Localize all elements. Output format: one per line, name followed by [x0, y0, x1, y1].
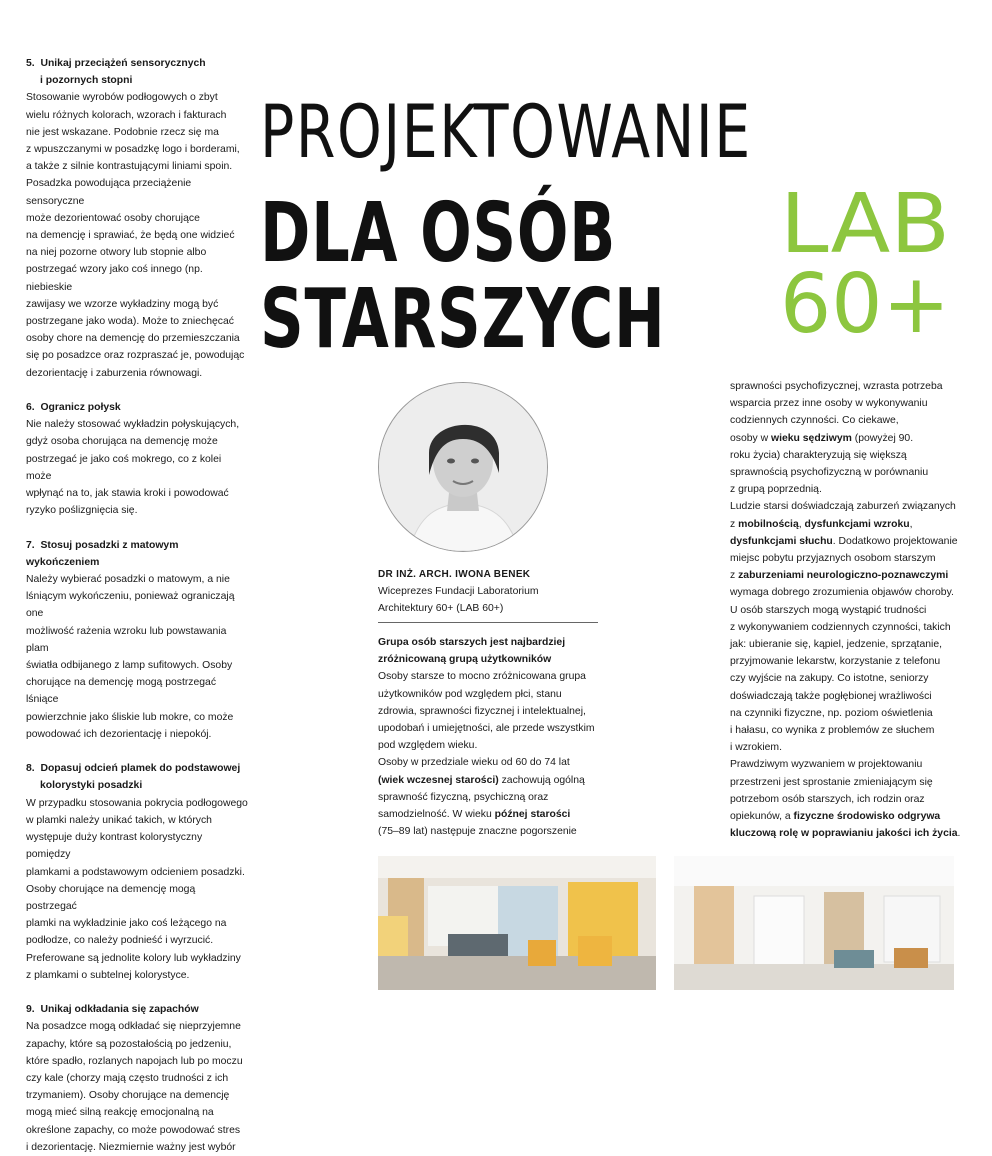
- body-line: występuje duży kontrast kolorystyczny pomiędzy: [26, 832, 203, 861]
- section-9-heading: 9. Unikaj odkładania się zapachów: [26, 1004, 199, 1016]
- body-line: dezorientację i zaburzenia równowagi.: [26, 367, 203, 379]
- section-8-heading: 8. Dopasuj odcień plamek do podstawowej: [26, 763, 241, 775]
- body-line: plamki na wykładzinie jako coś leżącego na: [26, 918, 227, 930]
- right-line: codziennych czynności. Co ciekawe,: [730, 415, 899, 427]
- interior-photo-lounge: [378, 856, 656, 990]
- body-line: zapachy, które są pozostałością po jedzeniu,: [26, 1038, 232, 1050]
- right-line: Ludzie starsi doświadczają zaburzeń związanych: [730, 501, 956, 513]
- right-line: z mobilnością, dysfunkcjami wzroku,: [730, 518, 913, 530]
- section-6-heading: 6. Ogranicz połysk: [26, 402, 121, 414]
- body-line: możliwość rażenia wzroku lub powstawania plam: [26, 625, 227, 654]
- middle-line: Osoby w przedziale wieku od 60 do 74 lat: [378, 757, 570, 769]
- body-line: lśniącym wykończeniu, ponieważ ograniczają one: [26, 591, 235, 620]
- section-8-heading-cont: kolorystyki posadzki: [40, 780, 143, 792]
- right-line: i wzrokiem.: [730, 742, 782, 754]
- body-line: W przypadku stosowania pokrycia podłogowego: [26, 797, 248, 809]
- section-6-body: [26, 416, 248, 519]
- caption-divider: [378, 622, 598, 623]
- section-5-body: [26, 89, 248, 381]
- body-line: osoby chore na demencję do przemieszczania: [26, 333, 240, 345]
- right-line: i hałasu, co wynika z problemów ze słuchem: [730, 725, 935, 737]
- section-5-heading-cont: i pozornych stopni: [40, 75, 133, 87]
- interior-photo-corridor: [674, 856, 954, 990]
- body-line: powodować ich dezorientację i niepokój.: [26, 728, 212, 740]
- body-line: Stosowanie wyrobów podłogowych o zbyt: [26, 92, 218, 104]
- body-line: postrzegać wzory jako coś innego (np. niebieskie: [26, 264, 203, 293]
- left-column: [26, 55, 248, 1156]
- body-line: światła odbijanego z lamp sufitowych. Osoby: [26, 660, 233, 672]
- lab60-logo: [780, 186, 952, 336]
- section-7-body: [26, 571, 248, 743]
- portrait-image: [379, 383, 547, 551]
- right-line: wymaga dobrego zrozumienia objawów choroby.: [730, 587, 954, 599]
- body-line: Na posadzce mogą odkładać się nieprzyjemne: [26, 1021, 241, 1033]
- middle-line: zdrowia, sprawności fizycznej i intelektualnej,: [378, 705, 586, 717]
- right-line: roku życia) charakteryzują się większą: [730, 449, 907, 461]
- right-line: U osób starszych mogą wystąpić trudności: [730, 604, 927, 616]
- body-line: zawijasy we wzorze wykładziny mogą być: [26, 298, 219, 310]
- title-line-3: STARSZYCH: [260, 272, 666, 367]
- right-line: osoby w wieku sędziwym (powyżej 90.: [730, 432, 914, 444]
- body-line: gdyż osoba chorująca na demencję może: [26, 436, 218, 448]
- title-line-2: DLA OSÓB: [260, 186, 617, 281]
- author-role-cont: Architektury 60+ (LAB 60+): [378, 603, 504, 615]
- body-line: trzymaniem). Osoby chorujące na demencję: [26, 1090, 230, 1102]
- right-line: miejsc pobytu przyjaznych osobom starszym: [730, 553, 936, 565]
- author-portrait: [378, 382, 548, 552]
- right-line: przyjmowanie lekarstw, korzystanie z telefonu: [730, 656, 941, 668]
- middle-line: pod względem wieku.: [378, 740, 478, 752]
- body-line: mogą mieć silną reakcję emocjonalną na: [26, 1107, 214, 1119]
- lead-line-2: zróżnicowaną grupą użytkowników: [378, 654, 552, 666]
- body-line: Nie należy stosować wykładzin połyskujących,: [26, 419, 240, 431]
- middle-line: samodzielność. W wieku późnej starości: [378, 809, 571, 821]
- body-line: wpłynąć na to, jak stawia kroki i powodować: [26, 488, 229, 500]
- lead-line-1: Grupa osób starszych jest najbardziej: [378, 637, 566, 648]
- body-line: Należy wybierać posadzki o matowym, a nie: [26, 574, 230, 586]
- right-line: z zaburzeniami neurologiczno-poznawczymi: [730, 570, 949, 582]
- body-line: ryzyko poślizgnięcia się.: [26, 505, 138, 517]
- right-line: Prawdziwym wyzwaniem w projektowaniu: [730, 759, 923, 771]
- body-line: Posadzka powodująca przeciążenie sensoryczne: [26, 178, 192, 207]
- right-line: kluczową rolę w poprawianiu jakości ich życia.: [730, 828, 961, 840]
- middle-line: użytkowników pod względem płci, stanu: [378, 688, 562, 700]
- right-line: doświadczają także pogłębionej wrażliwości: [730, 690, 932, 702]
- body-line: Preferowane są jednolite kolory lub wykładziny: [26, 952, 241, 964]
- section-8-body: [26, 795, 248, 984]
- right-line: z grupą poprzednią.: [730, 484, 822, 496]
- body-line: z wpuszczanymi w posadzkę logo i borderami,: [26, 144, 240, 156]
- right-line: sprawnością psychofizyczną w porównaniu: [730, 467, 929, 479]
- body-line: nie jest wskazane. Podobnie rzecz się ma: [26, 126, 219, 138]
- right-line: potrzebom osób starszych, ich rodzin oraz: [730, 793, 925, 805]
- right-column: [730, 378, 970, 842]
- middle-column: [378, 634, 606, 840]
- logo-text-60plus: 60+: [780, 257, 950, 336]
- right-line: sprawności psychofizycznej, wzrasta potrzeba: [730, 381, 943, 392]
- right-line: przestrzeni jest sprostanie zmieniającym się: [730, 776, 933, 788]
- body-line: na niej pozorne otwory lub stopnie albo: [26, 247, 207, 259]
- right-line: jak: ubieranie się, kąpiel, jedzenie, sprzątanie,: [730, 639, 942, 651]
- body-line: plamkami a podstawowym odcieniem posadzki.: [26, 866, 245, 878]
- section-5-heading: 5. Unikaj przeciążeń sensorycznych: [26, 58, 206, 69]
- middle-line: (75–89 lat) następuje znaczne pogorszenie: [378, 826, 577, 838]
- body-line: a także z silnie kontrastującymi liniami spoin.: [26, 161, 233, 173]
- body-line: na demencję i sprawiać, że będą one widzieć: [26, 230, 235, 242]
- body-line: chorujące na demencję mogą postrzegać lśniące: [26, 677, 217, 706]
- body-line: określone zapachy, co może powodować stres: [26, 1124, 241, 1136]
- right-line: dysfunkcjami słuchu. Dodatkowo projektowanie: [730, 535, 958, 547]
- body-line: i dezorientację. Niezmiernie ważny jest wybór: [26, 1141, 236, 1153]
- right-line: na czynniki fizyczne, np. poziom oświetlenia: [730, 707, 933, 719]
- body-line: czy kale (chorzy mają często trudności z ich: [26, 1072, 229, 1084]
- middle-line: (wiek wczesnej starości) zachowują ogólną: [378, 774, 585, 786]
- section-7-heading: 7. Stosuj posadzki z matowym wykończeniem: [26, 539, 179, 568]
- right-line: wsparcia przez inne osoby w wykonywaniu: [730, 398, 928, 410]
- right-line: opiekunów, a fizyczne środowisko odgrywa: [730, 811, 941, 823]
- body-line: może dezorientować osoby chorujące: [26, 212, 200, 224]
- middle-line: sprawność fizyczną, psychiczną oraz: [378, 791, 549, 803]
- body-line: się po posadzce oraz rozpraszać je, powodując: [26, 350, 245, 362]
- body-line: w plamki należy unikać takich, w których: [26, 814, 212, 826]
- body-line: wielu różnych kolorach, wzorach i fakturach: [26, 109, 227, 121]
- body-line: podłodze, co należy podnieść i wyrzucić.: [26, 935, 214, 947]
- body-line: z plamkami o subtelnej kolorystyce.: [26, 969, 190, 981]
- logo-text-lab: LAB: [780, 186, 950, 272]
- author-role: Wiceprezes Fundacji Laboratorium: [378, 586, 539, 598]
- body-line: Osoby chorujące na demencję mogą postrzegać: [26, 883, 196, 912]
- right-line: czy wyjście na zakupy. Co istotne, seniorzy: [730, 673, 929, 685]
- middle-line: upodobań i umiejętności, ale przede wszystkim: [378, 723, 595, 735]
- section-9-body: [26, 1018, 248, 1156]
- author-caption: [378, 566, 600, 618]
- middle-line: Osoby starsze to mocno zróżnicowana grupa: [378, 671, 586, 683]
- right-line: z wykonywaniem codziennych czynności, takich: [730, 621, 951, 633]
- body-line: powierzchnie jako śliskie lub mokre, co może: [26, 711, 234, 723]
- author-name: DR INŻ. ARCH. IWONA BENEK: [378, 569, 531, 580]
- body-line: które spadło, rozlanych napojach lub po moczu: [26, 1055, 243, 1067]
- body-line: postrzegać je jako coś mokrego, co z kolei może: [26, 453, 222, 482]
- title-line-1: PROJEKTOWANIE: [260, 90, 752, 175]
- body-line: postrzegane jako woda). Może to zniechęcać: [26, 316, 234, 328]
